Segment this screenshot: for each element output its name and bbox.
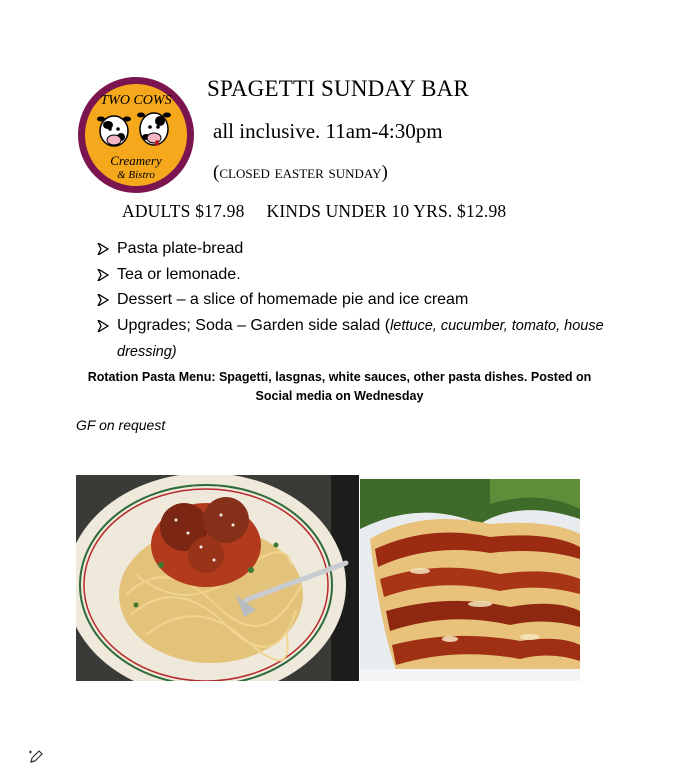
arrowhead-bullet-icon xyxy=(97,294,109,306)
list-item: Upgrades; Soda – Garden side salad (lettuce, cucumber, tomato, house dressing) xyxy=(97,313,607,366)
closed-note: (closed easter sunday) xyxy=(213,162,388,183)
svg-text:Creamery: Creamery xyxy=(110,153,162,168)
svg-text:& Bistro: & Bistro xyxy=(117,169,155,181)
kids-price: KINDS UNDER 10 YRS. $12.98 xyxy=(266,201,507,221)
page-title: SPAGETTI SUNDAY BAR xyxy=(207,76,469,101)
price-line xyxy=(122,201,506,222)
svg-text:TWO COWS: TWO COWS xyxy=(100,93,172,108)
arrowhead-bullet-icon xyxy=(97,243,109,255)
adult-price: ADULTS $17.98 xyxy=(122,201,245,221)
gf-note: GF on request xyxy=(76,417,166,433)
arrowhead-bullet-icon xyxy=(97,320,109,332)
salad-note: lettuce, cucumber, tomato, house dressing) xyxy=(117,317,604,360)
hours-line: all inclusive. 11am-4:30pm xyxy=(213,119,443,143)
lasagna-photo xyxy=(360,479,580,681)
list-item: Dessert – a slice of homemade pie and ice cream xyxy=(97,287,607,313)
list-item: Tea or lemonade. xyxy=(97,262,607,288)
pencil-edit-icon[interactable] xyxy=(28,749,44,765)
list-item: Pasta plate-bread xyxy=(97,236,607,262)
arrowhead-bullet-icon xyxy=(97,269,109,281)
two-cows-logo xyxy=(76,75,196,195)
spaghetti-photo xyxy=(76,475,359,681)
included-items-list xyxy=(97,236,607,366)
rotation-menu-note: Rotation Pasta Menu: Spagetti, lasgnas, white sauces, other pasta dishes. Posted on Social media on Wednesday xyxy=(87,370,592,403)
